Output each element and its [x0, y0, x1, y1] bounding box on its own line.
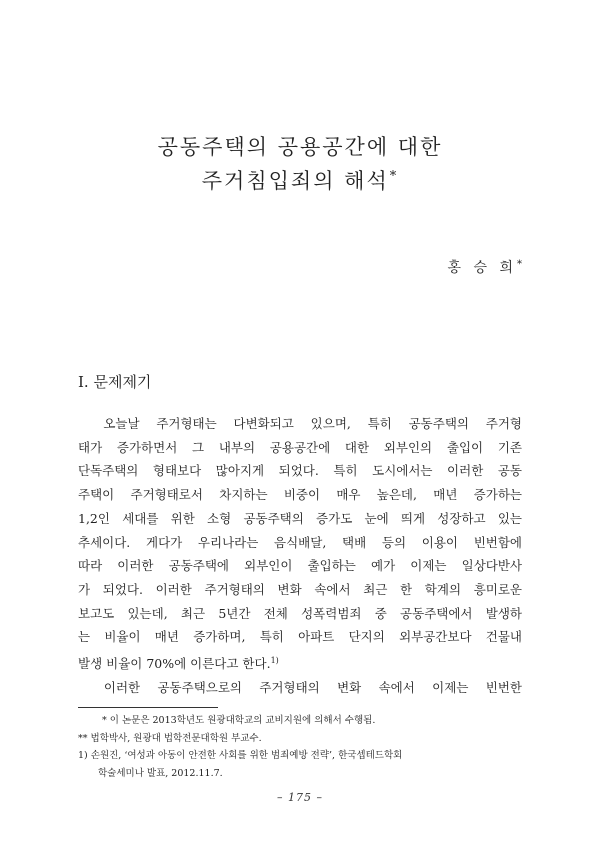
- paragraph-1: [78, 412, 522, 676]
- paragraph-line: 오늘날 주거형태는 다변화되고 있으며, 특히 공동주택의 주거형: [78, 416, 522, 431]
- paragraph-line: 단독주택의 형태보다 많아지게 되었다. 특히 도시에서는 이러한 공동: [78, 463, 522, 479]
- paragraph-last-line-text: 발생 비율이 70%에 이른다고 한다.: [78, 656, 271, 672]
- title-text-1: 공동주택의 공용공간에 대한: [157, 135, 443, 159]
- paragraph-line: 보고도 있는데, 최근 5년간 전체 성폭력범죄 중 공동주택에서 발생하: [78, 605, 522, 621]
- paper-title-line-2: [0, 165, 600, 195]
- footnote-1: 1) 손원진, ‘여성과 아동이 안전한 사회를 위한 범죄예방 전략’, 한국셉테드학회: [78, 750, 403, 761]
- page-number: – 175 –: [277, 791, 323, 804]
- paragraph-line: 추세이다. 게다가 우리나라는 음식배달, 택배 등의 이용이 빈번함에: [78, 534, 522, 550]
- paragraph-line: 가 되었다. 이러한 주거형태의 변화 속에서 최근 한 학계의 흥미로운: [78, 581, 522, 597]
- footnote-divider: [78, 707, 218, 708]
- footnotes: [78, 712, 522, 782]
- footnote-star: * 이 논문은 2013학년도 원광대학교의 교비지원에 의해서 수행됨.: [102, 715, 376, 726]
- title-text-2: 주거침입죄의 해석: [201, 169, 389, 193]
- paragraph-line: 태가 증가하면서 그 내부의 공용공간에 대한 외부인의 출입이 기존: [78, 439, 522, 455]
- paragraph-2: [78, 676, 522, 700]
- title-footnote-mark: *: [389, 169, 399, 184]
- paragraph-line: 주택이 주거형태로서 차지하는 비중이 매우 높은데, 매년 증가하는: [78, 487, 522, 503]
- section-heading: I. 문제제기: [78, 373, 152, 391]
- author-footnote-mark: *: [517, 259, 522, 270]
- paragraph-line: 따라 이러한 공동주택에 외부인이 출입하는 예가 이제는 일상다반사: [78, 558, 522, 574]
- paper-title-line-1: [0, 131, 600, 161]
- footnote-double-star: ** 법학박사, 원광대 법학전문대학원 부교수.: [78, 732, 262, 744]
- footnote-ref-1[interactable]: 1): [270, 656, 279, 666]
- author-name-text: 홍 승 희: [447, 260, 517, 276]
- paragraph-line: 는 비율이 매년 증가하며, 특히 아파트 단지의 외부공간보다 건물내: [78, 629, 522, 645]
- footnote-1-continued: 학술세미나 발표, 2012.11.7.: [98, 767, 223, 779]
- paragraph-last-line: [78, 649, 522, 676]
- paragraph-line: 1,2인 세대를 위한 소형 공동주택의 증가도 눈에 띄게 성장하고 있는: [78, 510, 522, 526]
- paragraph-line: 이러한 공동주택으로의 주거형태의 변화 속에서 이제는 빈번한: [78, 680, 522, 695]
- author-name: [448, 257, 522, 277]
